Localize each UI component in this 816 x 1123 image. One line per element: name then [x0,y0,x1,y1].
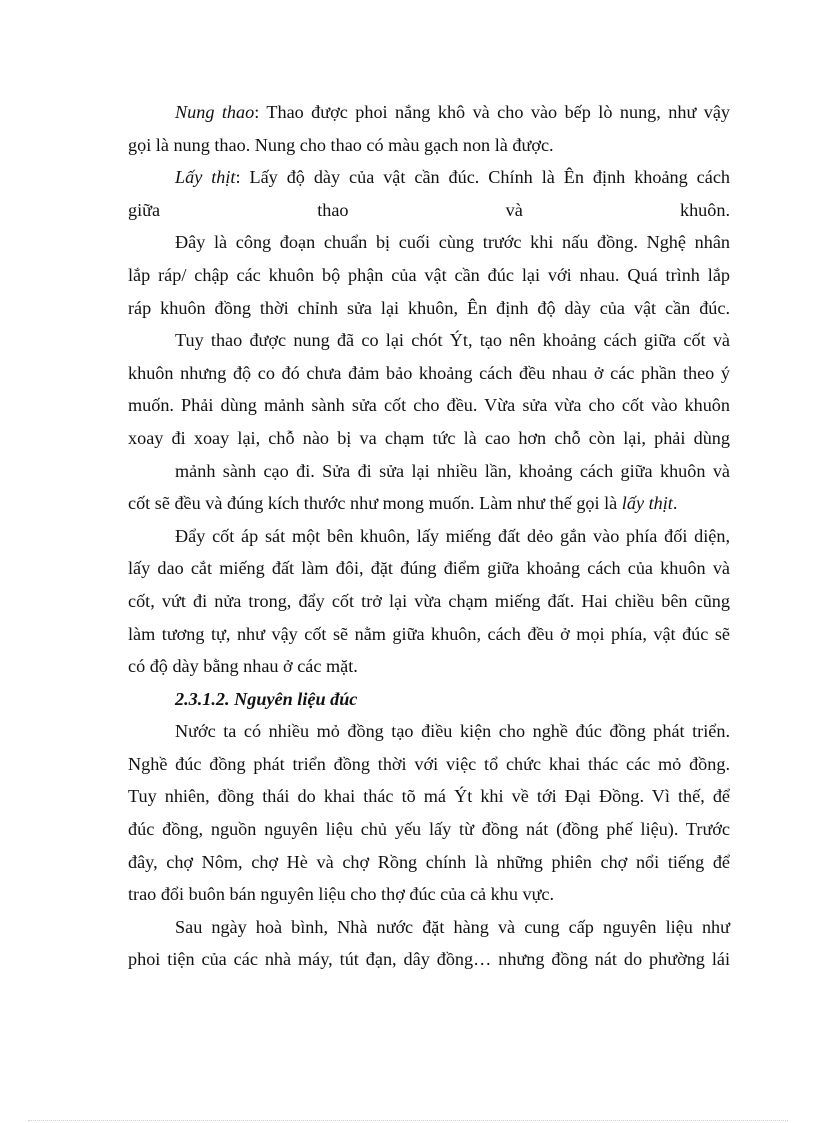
text-line: cốt, vứt đi nửa trong, đẩy cốt trở lại vừa chạm miếng đất. Hai chiều bên cũng [128,590,730,611]
term-label: Lấy thịt [175,167,236,188]
section-heading: 2.3.1.2. Nguyên liệu đúc [175,688,358,709]
page-bottom-divider [28,1120,788,1121]
text-line: Tuy nhiên, đồng thái do khai thác tõ má Ýt khi về tới Đại Đồng. Vì thế, để [128,786,730,807]
paragraph-final-stage [128,226,730,324]
text-line: Đây là công đoạn chuẩn bị cuối cùng trước khi nấu đồng. Nghệ nhân [175,232,730,253]
text-span: : Lấy độ dày của vật cần đúc. Chính là Ên định khoảng cách [235,167,730,188]
text-line: Đẩy cốt áp sát một bên khuôn, lấy miếng đất dẻo gắn vào phía đối diện, [175,525,730,546]
text-line: có độ dày bằng nhau ở các mặt. [128,656,358,677]
text-line: gọi là nung thao. Nung cho thao có màu gạch non là được. [128,134,554,155]
text-line: đây, chợ Nôm, chợ Hè và chợ Rồng chính là những phiên chợ nổi tiếng để [128,851,730,872]
paragraph-materials [128,715,730,911]
text-line: Tuy thao được nung đã co lại chót Ýt, tạo nên khoảng cách giữa cốt và [175,330,730,351]
term-label: Nung thao [175,102,255,122]
document-body [128,96,730,976]
text-line: trao đổi buôn bán nguyên liệu cho thợ đúc của cả khu vực. [128,884,555,905]
text-line: Sau ngày hoà bình, Nhà nước đặt hàng và cung cấp nguyên liệu như [175,916,730,937]
text-line: lắp ráp/ chập các khuôn bộ phận của vật cần đúc lại với nhau. Quá trình lắp [128,264,730,285]
text-span: cốt sẽ đều và đúng kích thước như mong muốn. Làm như thế gọi là [128,493,622,514]
text-line: giữa thao và khuôn. [128,199,730,220]
paragraph-lay-thit [128,161,730,226]
text-line: làm tương tự, như vậy cốt sẽ nằm giữa khuôn, cách đều ở mọi phía, vật đúc sẽ [128,623,730,644]
text-line: lấy dao cắt miếng đất làm đôi, đặt đúng điểm giữa khoảng cách của khuôn và [128,558,730,579]
text-span: . [672,493,678,514]
text-line: đúc đồng, nguồn nguyên liệu chủ yếu lấy từ đồng nát (đồng phế liệu). Trước [128,819,730,840]
text-line: phoi tiện của các nhà máy, tút đạn, dây đồng… nhưng đồng nát do phường lái [128,949,730,970]
text-line [128,96,730,129]
text-line: khuôn nhưng độ co đó chưa đảm bảo khoảng cách đều nhau ở các phần theo ý [128,362,730,383]
text-line: Nghề đúc đồng phát triển đồng thời với việc tổ chức khai thác các mỏ đồng. [128,753,730,774]
paragraph-postwar [128,911,730,976]
text-line: Nước ta có nhiều mỏ đồng tạo điều kiện cho nghề đúc đồng phát triển. [175,721,730,742]
text-line [128,487,730,520]
text-line: xoay đi xoay lại, chỗ nào bị va chạm tức là cao hơn chỗ còn lại, phải dùng [128,427,730,448]
text-line: mảnh sành cạo đi. Sửa đi sửa lại nhiều lần, khoảng cách giữa khuôn và [175,460,730,481]
paragraph-nung-thao [128,96,730,161]
term-label: lấy thịt [621,493,673,514]
text-line: ráp khuôn đồng thời chỉnh sửa lại khuôn, Ên định độ dày của vật cần đúc. [128,297,730,318]
text-line [128,161,730,194]
paragraph-core-adjustment [128,324,730,520]
text-span: : Thao được phoi nắng khô và cho vào bếp lò nung, như vậy [254,102,731,122]
paragraph-positioning [128,520,730,683]
text-line: muốn. Phải dùng mảnh sành sửa cốt cho đều. Vừa sửa vừa cho cốt vào khuôn [128,395,730,416]
